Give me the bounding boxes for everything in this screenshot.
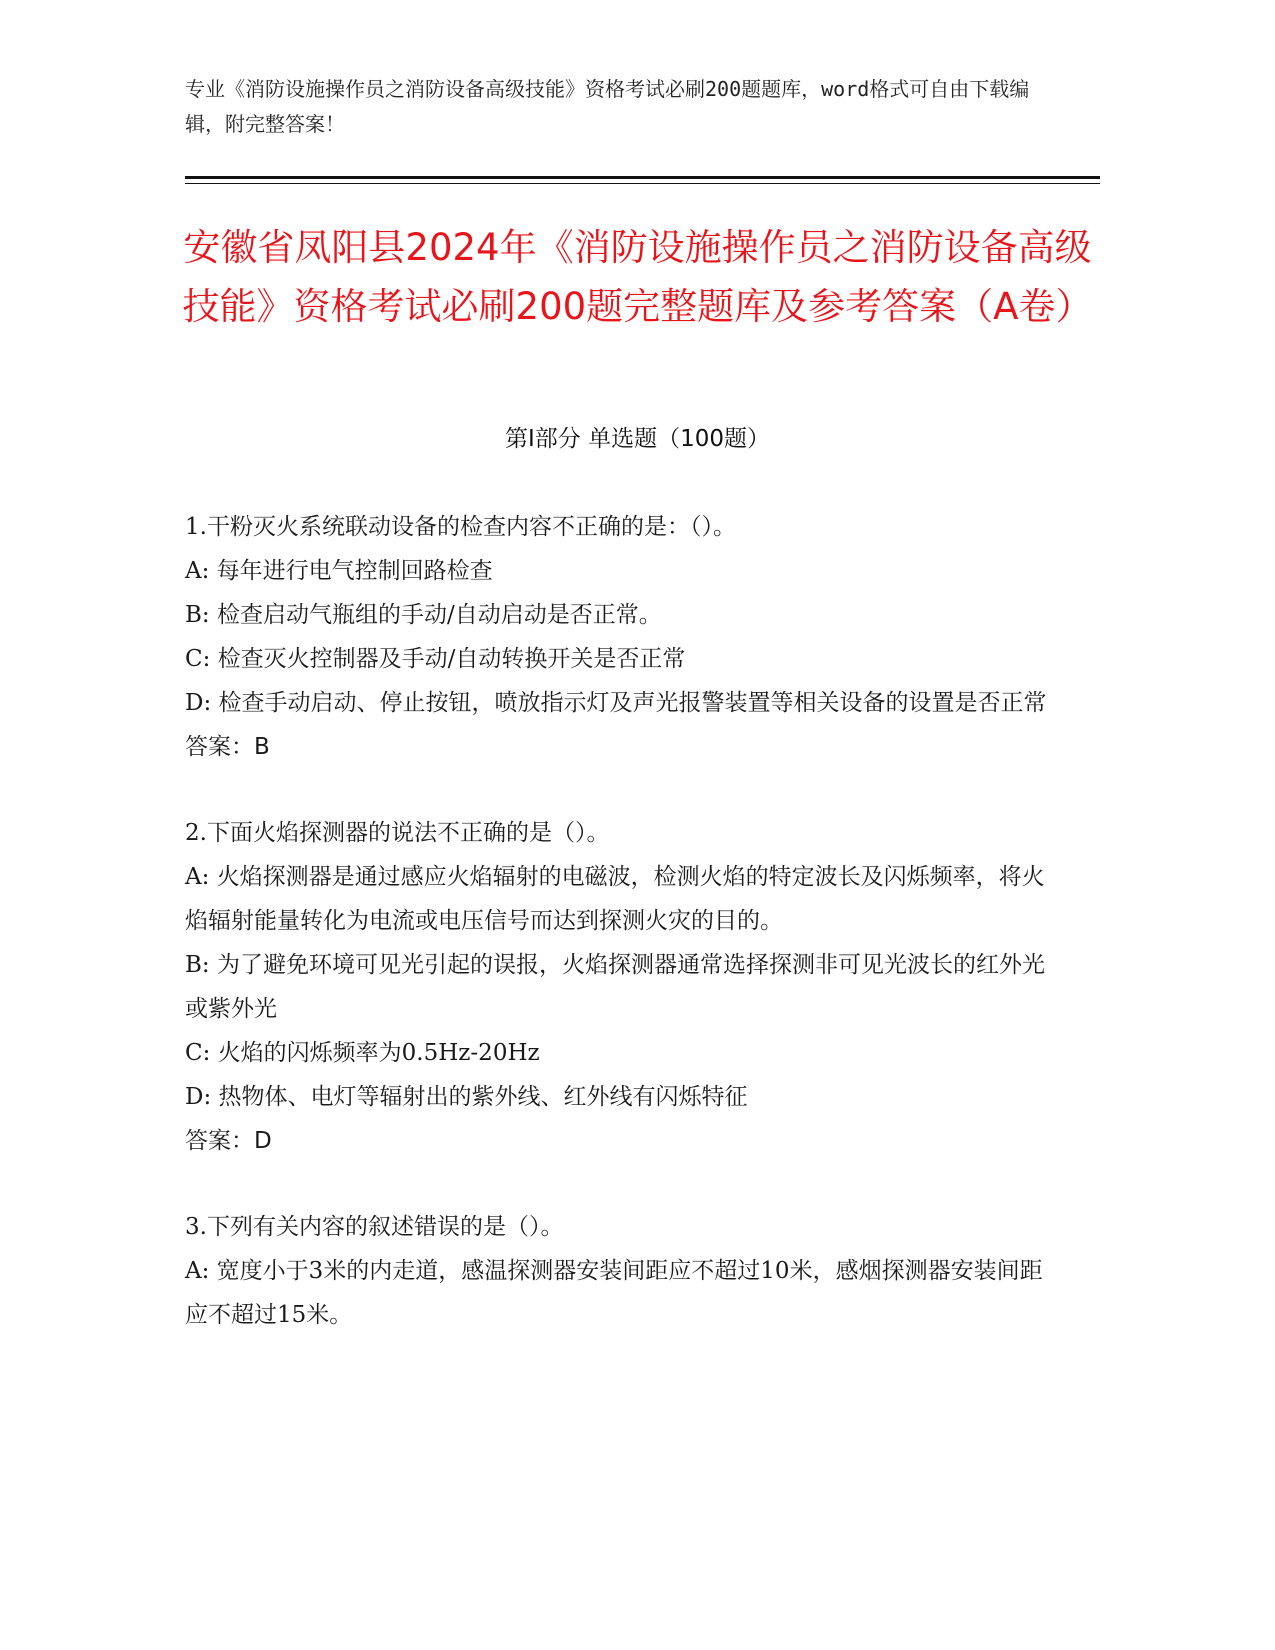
question-3 (185, 1205, 1065, 1337)
option-d: D: 检查手动启动、停止按钮，喷放指示灯及声光报警装置等相关设备的设置是否正常 (185, 690, 1047, 716)
question-2 (185, 811, 1065, 1163)
option-c: C: 检查灭火控制器及手动/自动转换开关是否正常 (185, 646, 686, 672)
header-rule-thin (185, 183, 1100, 184)
option-d: D: 热物体、电灯等辐射出的紫外线、红外线有闪烁特征 (185, 1084, 748, 1110)
question-stem: 1.干粉灭火系统联动设备的检查内容不正确的是：（）。 (185, 514, 736, 540)
question-1 (185, 505, 1065, 769)
option-c: C: 火焰的闪烁频率为0.5Hz-20Hz (185, 1040, 540, 1066)
question-list (185, 505, 1065, 1379)
answer-label: 答案：B (185, 734, 270, 760)
option-b: B: 为了避免环境可见光引起的误报，火焰探测器通常选择探测非可见光波长的红外光或紫外光 (185, 952, 1045, 1022)
answer-label: 答案：D (185, 1128, 272, 1154)
option-b: B: 检查启动气瓶组的手动/自动启动是否正常。 (185, 602, 662, 628)
header-rule-thick (185, 176, 1100, 179)
question-stem: 2.下面火焰探测器的说法不正确的是（）。 (185, 820, 610, 846)
question-stem: 3.下列有关内容的叙述错误的是（）。 (185, 1214, 564, 1240)
option-a: A: 火焰探测器是通过感应火焰辐射的电磁波，检测火焰的特定波长及闪烁频率，将火焰辐射能量转化为电流或电压信号而达到探测火灾的目的。 (185, 864, 1045, 934)
section-title: 第I部分 单选题（100题） (505, 426, 770, 452)
document-title: 安徽省凤阳县2024年《消防设施操作员之消防设备高级技能》资格考试必刷200题完整题库及参考答案（A卷） (182, 226, 1093, 328)
option-a: A: 宽度小于3米的内走道，感温探测器安装间距应不超过10米，感烟探测器安装间距应不超过15米。 (185, 1258, 1043, 1328)
header-note: 专业《消防设施操作员之消防设备高级技能》资格考试必刷200题题库，word格式可自由下载编辑，附完整答案！ (185, 77, 1030, 136)
option-a: A: 每年进行电气控制回路检查 (185, 558, 493, 584)
